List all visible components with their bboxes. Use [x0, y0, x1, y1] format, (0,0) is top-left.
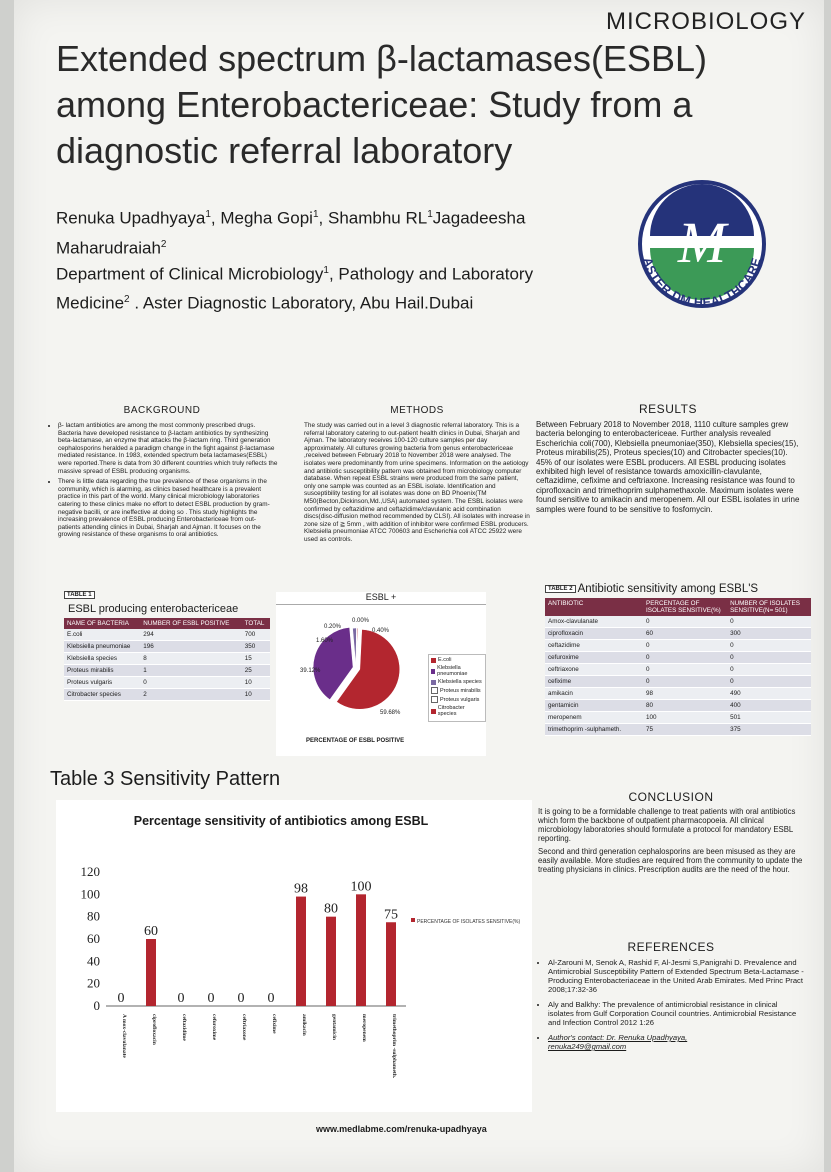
table-cell: Amox-clavulanate [545, 616, 643, 628]
table-cell: 0 [727, 652, 811, 664]
author-sup: 1 [427, 209, 433, 220]
table1-header: NAME OF BACTERIA [64, 618, 140, 629]
legend-item [431, 679, 483, 685]
table-row [545, 616, 811, 628]
bar-value-label: 98 [294, 881, 308, 897]
table-cell: Proteus vulgaris [64, 677, 140, 689]
pie-chart [276, 606, 426, 736]
y-tick-label: 80 [87, 908, 100, 924]
table-cell: 0 [727, 676, 811, 688]
footer-url[interactable]: www.medlabme.com/renuka-upadhyaya [316, 1124, 487, 1134]
bar [386, 922, 396, 1006]
legend-label: Klebsiella species [438, 679, 482, 685]
y-tick-label: 0 [93, 998, 100, 1013]
table-row [545, 640, 811, 652]
legend-item [431, 687, 483, 694]
bar [296, 897, 306, 1006]
legend-swatch [431, 669, 435, 674]
table-cell: 0 [727, 616, 811, 628]
author-name: Megha Gopi [220, 208, 313, 228]
conclusion-section [538, 790, 804, 874]
table-cell: 0 [727, 664, 811, 676]
author-sup: 1 [205, 209, 211, 220]
table1-block [64, 583, 270, 701]
legend-label: Citrobacter species [437, 705, 465, 717]
legend-swatch [431, 709, 436, 714]
legend-label: PERCENTAGE OF ISOLATES SENSITIVE(%) [417, 919, 521, 925]
table1-header: TOTAL [242, 618, 270, 629]
x-tick-label: A mox-clavulanate [121, 1014, 127, 1058]
table2-tag: TABLE 2 [545, 585, 576, 593]
y-tick-label: 20 [87, 975, 100, 991]
pie-slice-label: 0.40% [372, 628, 390, 634]
table-cell: 490 [727, 688, 811, 700]
poster-title: Extended spectrum β-lactamases(ESBL) among Enterobactericeae: Study from a diagnostic referral laboratory [56, 38, 707, 171]
legend-item [431, 696, 483, 703]
table-cell: 294 [140, 629, 241, 641]
references-heading: REFERENCES [627, 940, 715, 954]
conclusion-heading: CONCLUSION [628, 790, 714, 804]
legend-item [431, 665, 483, 677]
contact-label: Author's contact: Dr. Renuka Upadhyaya, [548, 1033, 688, 1042]
y-tick-label: 60 [87, 931, 100, 946]
table-row [545, 700, 811, 712]
bar [146, 939, 156, 1006]
table-cell: 0 [643, 676, 727, 688]
x-tick-label: trimethoprim -sulphameth. [391, 1014, 397, 1079]
table-cell: meropenem [545, 712, 643, 724]
x-tick-label: ciprofloxacin [151, 1014, 157, 1045]
author-name: Renuka Upadhyaya [56, 208, 206, 228]
table-cell: 60 [643, 628, 727, 640]
legend-label: Proteus mirabilis [440, 687, 481, 694]
table-cell: 0 [643, 640, 727, 652]
legend-label: Klebsiella pneumoniae [437, 665, 468, 677]
authors [56, 202, 546, 261]
results-text: Between February 2018 to November 2018, 1110 culture samples grew bacteria belonging to enterobactericeae. Further analysis revealed Escherichia coli(700), Klebsiella pneumoniae(350), Klebsiella species(15), Proteus mirabilis(25), Proteus species(10) and Citrobacter species(10). 45% of our isolates were ESBL producers. All ESBL producing isolates exhibited high level of resistance towards amoxicillin-clavulante, ceftazidime, cefixime and ceftriaxone. Increasing resistance was found to ciprofloxacin and trimethoprim sulphamethaxole. Maximum isolates were found sensitive to amikacin and meropenem. All our ESBL isolates in urine samples were found to be sensitive to fosfomycin. [536, 420, 800, 514]
author-name: Jagadeesha Maharudraiah [56, 208, 526, 258]
table2 [545, 598, 811, 736]
results-heading: RESULTS [639, 402, 697, 416]
table-cell: 0 [643, 664, 727, 676]
y-tick-label: 120 [80, 864, 100, 879]
table-cell: 15 [242, 653, 270, 665]
affiliation-sup: 2 [124, 293, 130, 305]
conclusion-paragraph: It is going to be a formidable challenge to treat patients with oral antibiotics which form the backbone of outpatient pharmacopoeia. All clinical microbiology laboratories should formulate a protocol for mandatory ESBL reporting. [538, 807, 796, 843]
legend-swatch [411, 918, 415, 922]
table-cell: E.coli [64, 629, 140, 641]
table-cell: 8 [140, 653, 241, 665]
table2-block [545, 583, 811, 736]
conclusion-paragraph: Second and third generation cephalosporins are been misused as they are easily available. More studies are required from the community to update the treating physicians in clinics. Prescription audits are the need of the hour. [538, 847, 803, 874]
pie-title: ESBL + [276, 592, 486, 605]
table-cell: 501 [727, 712, 811, 724]
table-cell: Klebsiella pneumoniae [64, 641, 140, 653]
pie-slice-label: 0.20% [324, 624, 342, 630]
x-tick-label: meropenem [361, 1014, 367, 1042]
table-row [545, 688, 811, 700]
legend-item [431, 657, 483, 663]
table-cell: ciprofloxacin [545, 628, 643, 640]
table-row [64, 689, 270, 701]
background-section [46, 405, 278, 542]
pie-legend [428, 654, 486, 722]
table-cell: 0 [643, 652, 727, 664]
author-contact [548, 1033, 804, 1051]
bar-value-label: 0 [207, 991, 215, 1006]
bar-value-label: 80 [324, 901, 338, 917]
table1-title: ESBL producing enterobactericeae [68, 603, 239, 615]
table-cell: cefuroxime [545, 652, 643, 664]
table-cell: 25 [242, 665, 270, 677]
table-row [64, 629, 270, 641]
table-row [64, 665, 270, 677]
x-tick-label: amikacin [301, 1014, 307, 1036]
legend-label: Proteus vulgaris [440, 696, 480, 703]
table2-title: Antibiotic sensitivity among ESBL'S [577, 583, 759, 595]
table1 [64, 618, 270, 701]
table-row [545, 628, 811, 640]
background-bullet: • β- lactam antibiotics are among the most commonly prescribed drugs. Bacteria have developed resistance to β-lactam antibiotics by synthesizing beta-lactamase, an enzyme that attacks the β-lactam ring. Third generation cephalosporins heralded a paradigm change in the fight against β-lactamase mediated resistance. In 1983, extended spectrum beta lactamases(ESBL) were reported.There is data from 30 different countries which truly reflects the massive spread of ESBL producing organisms. [58, 422, 278, 475]
bar-chart-panel [56, 800, 532, 1112]
table-row [545, 664, 811, 676]
table-cell: 400 [727, 700, 811, 712]
table-cell: 10 [242, 689, 270, 701]
table-cell: 10 [242, 677, 270, 689]
author-separator: , [318, 208, 328, 228]
table-row [64, 677, 270, 689]
pie-panel [276, 592, 486, 756]
table-cell: 350 [242, 641, 270, 653]
table-row [545, 676, 811, 688]
table-row [545, 724, 811, 736]
table2-header: NUMBER OF ISOLATES SENSITIVE(N= 501) [727, 598, 811, 616]
table-cell: Citrobacter species [64, 689, 140, 701]
table-cell: 100 [643, 712, 727, 724]
bar-value-label: 100 [350, 879, 372, 895]
table-cell: cefixime [545, 676, 643, 688]
affiliations [56, 258, 576, 315]
table-cell: 75 [643, 724, 727, 736]
table3-title: Table 3 Sensitivity Pattern [50, 768, 281, 790]
legend-item [431, 705, 483, 717]
contact-email[interactable]: renuka249@gmail.com [548, 1042, 627, 1051]
pie-caption: PERCENTAGE OF ESBL POSITIVE [306, 738, 405, 744]
y-tick-label: 100 [80, 886, 100, 902]
logo-text: ASTER DM HEALTHCARE [640, 255, 764, 310]
affiliation-sup: 1 [323, 265, 329, 276]
table-row [64, 641, 270, 653]
methods-section [304, 405, 530, 544]
table-row [545, 652, 811, 664]
x-tick-label: ceftazidime [181, 1014, 187, 1041]
pie-slice-label: 0.00% [352, 618, 370, 624]
table-cell: 98 [643, 688, 727, 700]
table-cell: 196 [140, 641, 241, 653]
author-separator: , [210, 208, 221, 228]
references-section [538, 940, 804, 1057]
table-cell: trimethoprim -sulphameth. [545, 724, 643, 736]
legend-swatch [431, 696, 438, 703]
legend-swatch [431, 680, 436, 685]
legend-swatch [431, 687, 438, 694]
table1-tag: TABLE 1 [64, 591, 95, 599]
table-cell: ceftazidime [545, 640, 643, 652]
bar-value-label: 60 [144, 924, 158, 939]
table-cell: 2 [140, 689, 241, 701]
bar-chart [56, 856, 532, 1108]
bar-value-label: 0 [237, 991, 245, 1006]
table1-header: NUMBER OF ESBL POSITIVE [140, 618, 241, 629]
table-cell: amikacin [545, 688, 643, 700]
discipline-label: MICROBIOLOGY [605, 8, 806, 35]
table-cell: 300 [727, 628, 811, 640]
table-cell: 700 [242, 629, 270, 641]
table-cell: 1 [140, 665, 241, 677]
table-cell: Klebsiella species [64, 653, 140, 665]
reference-item: • Aly and Balkhy: The prevalence of antimicrobial resistance in clinical isolates from Gulf Corporation Council countries. Antimicrobial Resistance and Infection Control 2012 1:26 [548, 1000, 804, 1027]
bar-value-label: 0 [117, 991, 125, 1006]
table-cell: 0 [140, 677, 241, 689]
pie-slice-label: 39.12% [300, 668, 321, 674]
table-cell: 375 [727, 724, 811, 736]
affiliation-text: , Pathology and Laboratory Medicine [56, 264, 534, 313]
table2-header: PERCENTAGE OF ISOLATES SENSITIVE(%) [643, 598, 727, 616]
table-row [64, 653, 270, 665]
pie-slice-label: 1.60% [316, 638, 334, 644]
aster-logo [614, 178, 790, 318]
table-cell: gentamicin [545, 700, 643, 712]
logo-letter: M [677, 210, 727, 275]
bar-value-label: 0 [267, 991, 275, 1006]
methods-heading: METHODS [390, 405, 444, 416]
y-tick-label: 40 [87, 953, 100, 969]
x-tick-label: gentamicin [331, 1014, 337, 1040]
x-tick-label: ceftriaxone [241, 1014, 247, 1041]
poster [14, 0, 824, 1172]
affiliation-text: . Aster Diagnostic Laboratory, Abu Hail.Dubai [129, 293, 474, 313]
affiliation-text: Department of Clinical Microbiology [56, 264, 324, 284]
legend-label: E.coli [438, 657, 452, 663]
table2-header: ANTIBIOTIC [545, 598, 643, 616]
table-cell: 80 [643, 700, 727, 712]
legend-swatch [431, 658, 436, 663]
author-sup: 2 [160, 238, 167, 250]
bar [356, 894, 366, 1006]
bar-value-label: 75 [384, 907, 398, 923]
table-cell: 0 [643, 616, 727, 628]
bar-value-label: 0 [177, 991, 185, 1006]
table-cell: 0 [727, 640, 811, 652]
bar [326, 917, 336, 1006]
x-tick-label: cefuroxime [211, 1014, 217, 1041]
background-bullet: • There is little data regarding the true prevalence of these organisms in the community, which is alarming, as clinics based healthcare is a prevalent practice in this part of the world. Many clinical microbiology laboratories catering to these clinics make no effort to detect ESBL production by gram-negative bacilli, or are ineffective at doing so . This study highlights the increasing prevalence of ESBL producing Enterobactericeae from out-patients attending clinics in Dubai, Sharjah and Ajman. It focuses on the growing resistance of these organisms to oral antibiotics. [58, 478, 278, 539]
results-section [536, 402, 800, 514]
bar-chart-title: Percentage sensitivity of antibiotics among ESBL [133, 814, 429, 828]
methods-text: The study was carried out in a level 3 diagnostic referral laboratory. This is a referral laboratory catering to out-patient health clinics in Dubai, Sharjah and Ajman. The laboratory receives 100-120 culture samples per day approximately. All cultures growing bacteria from genus enterobactericeae ,received between February 2018 to November 2018 were analysed. The isolates were predominantly from urine specimens. Information on the aetiology and antibiotic susceptibility pattern was obtained from microbiology computer database. When repeat ESBL strains were produced from the same patient, only one sample was counted as an ESBL isolate. Identification and susceptibility testing for all isolates was done on BD Phoenix(TM M50(Becton,Dickinson,Md.,USA) automated system. The ESBL isolates were confirmed by ceftazidime and ceftazidime/clavulanic acid combination discs(disc-diffusion method recommended by CLSI). All isolates with increase in zone size of ≧ 5mm , with addition of inhibitor were confirmed ESBL producers. Klebsiella pneumoniae ATCC 700603 and Escherichia coli ATCC 25922 were used as controls. [304, 422, 530, 543]
reference-item: • Al-Zarouni M, Senok A, Rashid F, Al-Jesmi S,Panigrahi D. Prevalence and Antimicrobial Susceptibility Pattern of Extended Spectrum Beta-Lactamase -Producing Enterobacteriaceae in the United Arab Emirates. Med Princ Pract 2008;17:32-36 [548, 958, 804, 994]
author-sup: 1 [312, 209, 319, 220]
table-row [545, 712, 811, 724]
table-cell: Proteus mirabilis [64, 665, 140, 677]
table-cell: ceftriaxone [545, 664, 643, 676]
pie-slice-label: 59.68% [380, 710, 401, 716]
x-tick-label: cefixime [271, 1014, 277, 1034]
background-heading: BACKGROUND [123, 405, 201, 416]
author-name: Shambhu RL [327, 208, 428, 228]
